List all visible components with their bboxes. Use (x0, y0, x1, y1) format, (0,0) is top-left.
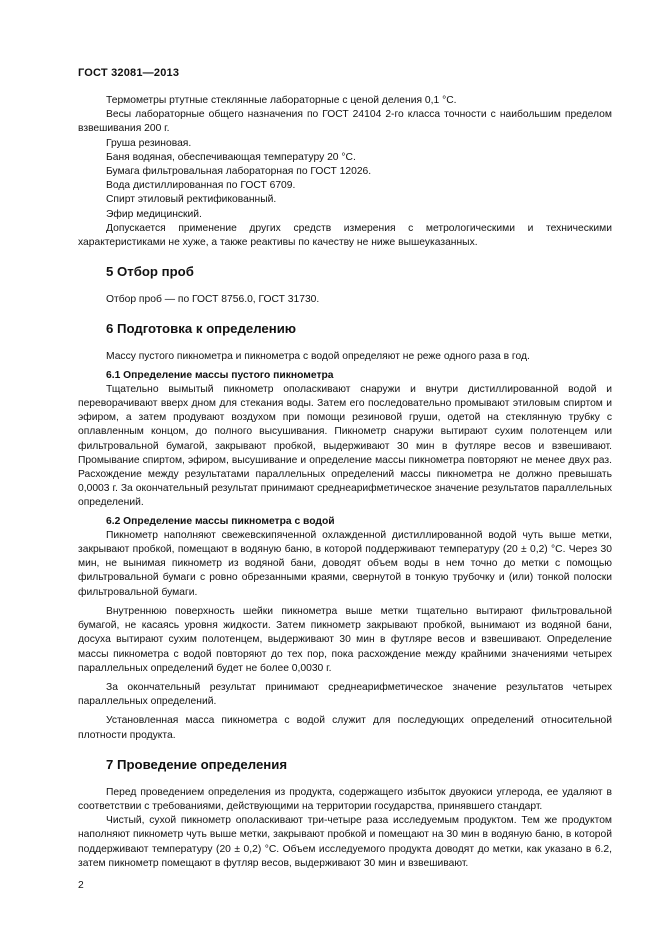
equipment-item: Бумага фильтровальная лабораторная по ГОСТ 12026. (106, 166, 372, 178)
page-number: 2 (78, 880, 84, 891)
section-6-heading: 6 Подготовка к определению (106, 321, 297, 337)
equipment-item: Эфир медицинский. (106, 208, 202, 220)
section-7-paragraph: Перед проведением определения из продукта, содержащего избыток двуокиси углерода, ее удаляют в соответствии с требованиями, действующими на территории государства, принявшего стандарт. (78, 786, 612, 812)
equipment-item: Весы лабораторные общего назначения по ГОСТ 24104 2-го класса точности с наибольшим пределом взвешивания 200 г. (78, 109, 612, 135)
subsection-6-2-paragraph: За окончательный результат принимают среднеарифметическое значение результатов четырех параллельных определений. (78, 681, 612, 708)
document-header: ГОСТ 32081—2013 (78, 67, 180, 79)
subsection-6-2-paragraph: Внутреннюю поверхность шейки пикнометра выше метки тщательно вытирают фильтровальной бумагой, не касаясь уровня жидкости. Затем пикнометр закрывают пробкой, вынимают из водяной бани, досуха вытирают сухим полотенцем, выдерживают 30 мин в футляре весов и взвешивают. Определение массы пикнометра с водой повторяют до тех пор, пока расхождение между крайними значениями четырех параллельных определений будет не более 0,0030 г. (78, 605, 612, 674)
equipment-item: Баня водяная, обеспечивающая температуру 20 °С. (106, 151, 356, 163)
section-5-text: Отбор проб — по ГОСТ 8756.0, ГОСТ 31730. (106, 294, 320, 306)
equipment-note: Допускается применение других средств измерения с метрологическими и техническими характеристиками не хуже, а также реактивы по качеству не ниже вышеуказанных. (78, 222, 612, 249)
subsection-6-2-paragraph: Установленная масса пикнометра с водой служит для последующих определений относительной плотности продукта. (78, 715, 612, 741)
equipment-item: Вода дистиллированная по ГОСТ 6709. (106, 180, 296, 192)
subsection-6-1-heading: 6.1 Определение массы пустого пикнометра (106, 369, 334, 381)
section-5-heading: 5 Отбор проб (106, 264, 194, 280)
section-7-heading: 7 Проведение определения (106, 756, 288, 772)
equipment-item: Термометры ртутные стеклянные лабораторные с ценой деления 0,1 °С. (106, 95, 457, 106)
section-7-paragraph: Чистый, сухой пикнометр ополаскивают три-четыре раза исследуемым продуктом. Тем же продуктом наполняют пикнометр чуть выше метки, закрывают пробкой и помещают на 30 мин в водяную баню, в которой поддерживают температуру (20 ± 0,2) °С. Объем исследуемого продукта доводят до метки, как указано в 6.2, затем пикнометр помещают в футляр весов, выдерживают 30 мин и взвешивают. (78, 815, 612, 869)
subsection-6-2-heading: 6.2 Определение массы пикнометра с водой (106, 515, 335, 527)
equipment-item: Спирт этиловый ректификованный. (106, 194, 277, 206)
document-body (78, 94, 612, 871)
subsection-6-2-paragraph: Пикнометр наполняют свежевскипяченной охлажденной дистиллированной водой чуть выше метки, закрывают пробкой, помещают в водяную баню, в которой поддерживают температуру (20 ± 0,2) °С. Через 30 мин, не вынимая пикнометр из водяной бани, доводят объем воды в нем точно до метки с помощью фильтровальной бумаги с ровно обрезанными краями, свернутой в тонкую трубочку и (или) тонкой полоски фильтровальной бумаги. (78, 529, 612, 598)
section-6-intro: Массу пустого пикнометра и пикнометра с водой определяют не реже одного раза в год. (106, 351, 530, 363)
subsection-6-1-text: Тщательно вымытый пикнометр ополаскивают снаружи и внутри дистиллированной водой и переворачивают вверх дном для стекания воды. Затем его последовательно промывают этиловым спиртом и эфиром, а затем продувают воздухом при помощи резиновой груши, одетой на стеклянную трубку с оплавленным концом, до полного высушивания. Пикнометр снаружи вытирают сухим полотенцем или фильтровальной бумагой, закрывают пробкой, выдерживают 30 мин в футляре весов и взвешивают. Промывание спиртом, эфиром, высушивание и определение массы пикнометра повторяют не менее двух раз. Расхождение между результатами параллельных определений массы пикнометра не должно превышать 0,0003 г. За окончательный результат принимают среднеарифметическое значение результатов параллельных определений. (78, 383, 612, 509)
equipment-item: Груша резиновая. (106, 137, 192, 149)
